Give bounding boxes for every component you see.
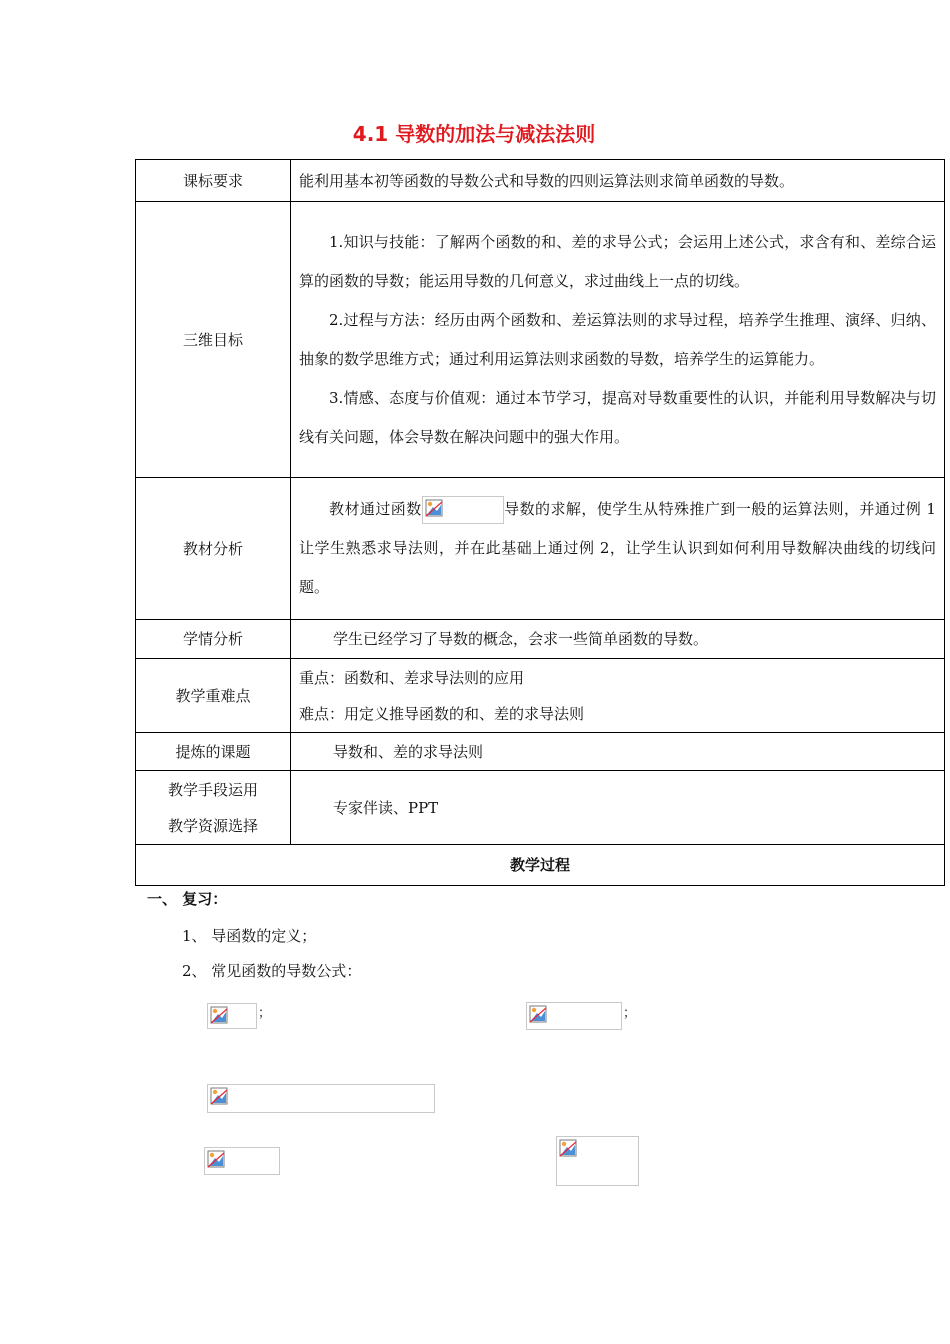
label-jiaocai: 教材分析 — [136, 478, 291, 620]
label-xueqing: 学情分析 — [136, 620, 291, 659]
separator: ； — [623, 1006, 637, 1021]
goal-process: 2.过程与方法：经历由两个函数和、差运算法则的求导过程，培养学生推理、演绎、归纳、抽象的数学思维方式；通过利用运算法则求函数的导数，培养学生的运算能力。 — [299, 310, 936, 368]
text-zhongnan — [291, 659, 945, 733]
goal-knowledge: 1.知识与技能：了解两个函数的和、差的求导公式；会运用上述公式，求含有和、差综合运算的函数的导数；能运用导数的几何意义，求过曲线上一点的切线。 — [299, 232, 936, 290]
text-shouduan: 专家伴读、PPT — [291, 771, 945, 845]
label-sanwei: 三维目标 — [136, 202, 291, 478]
difficult-point: 难点：用定义推导函数的和、差的求导法则 — [299, 704, 585, 723]
review-item-1: 1、 导函数的定义； — [182, 927, 317, 945]
row-sanwei — [136, 202, 945, 478]
row-zhongnan — [136, 659, 945, 733]
review-heading: 一、 复习： — [147, 890, 228, 908]
review-item-2: 2、 常见函数的导数公式： — [182, 962, 362, 980]
formula-image — [207, 1084, 435, 1113]
key-point: 重点：函数和、差求导法则的应用 — [299, 668, 525, 687]
text-xueqing: 学生已经学习了导数的概念，会求一些简单函数的导数。 — [291, 620, 945, 659]
label-zhongnan: 教学重难点 — [136, 659, 291, 733]
row-kebiao — [136, 160, 945, 202]
teaching-process-heading: 教学过程 — [136, 845, 945, 886]
lesson-plan-table — [135, 159, 945, 886]
text-sanwei — [291, 202, 945, 478]
broken-image-icon — [210, 1087, 228, 1105]
row-tilian — [136, 733, 945, 771]
formula-image — [526, 1002, 622, 1030]
page-title: 4.1 导数的加法与减法法则 — [352, 122, 596, 146]
label-tilian: 提炼的课题 — [136, 733, 291, 771]
broken-image-icon — [425, 499, 443, 517]
label-kebiao: 课标要求 — [136, 160, 291, 202]
broken-image-icon — [529, 1005, 547, 1023]
text-tilian: 导数和、差的求导法则 — [291, 733, 945, 771]
broken-image-icon — [210, 1006, 228, 1024]
broken-image-icon — [207, 1150, 225, 1168]
row-shouduan — [136, 771, 945, 845]
formula-image — [204, 1147, 280, 1175]
row-jiaocai — [136, 478, 945, 620]
separator: ； — [258, 1006, 272, 1021]
text-kebiao: 能利用基本初等函数的导数公式和导数的四则运算法则求简单函数的导数。 — [291, 160, 945, 202]
formula-image — [207, 1003, 257, 1029]
broken-image-icon — [559, 1139, 577, 1157]
text-jiaocai: 教材通过函数 导数的求解，使学生从特殊推广到一般的运算法则，并通过例 1 让学生熟悉求导法则，并在此基础上通过例 2，让学生认识到如何利用导数解决曲线的切线问题。 — [291, 478, 945, 620]
formula-image — [556, 1136, 639, 1186]
formula-image — [422, 496, 504, 524]
row-xueqing — [136, 620, 945, 659]
goal-attitude: 3.情感、态度与价值观：通过本节学习，提高对导数重要性的认识，并能利用导数解决与切线有关问题，体会导数在解决问题中的强大作用。 — [299, 388, 936, 446]
label-shouduan: 教学手段运用 教学资源选择 — [136, 771, 291, 845]
row-process — [136, 845, 945, 886]
